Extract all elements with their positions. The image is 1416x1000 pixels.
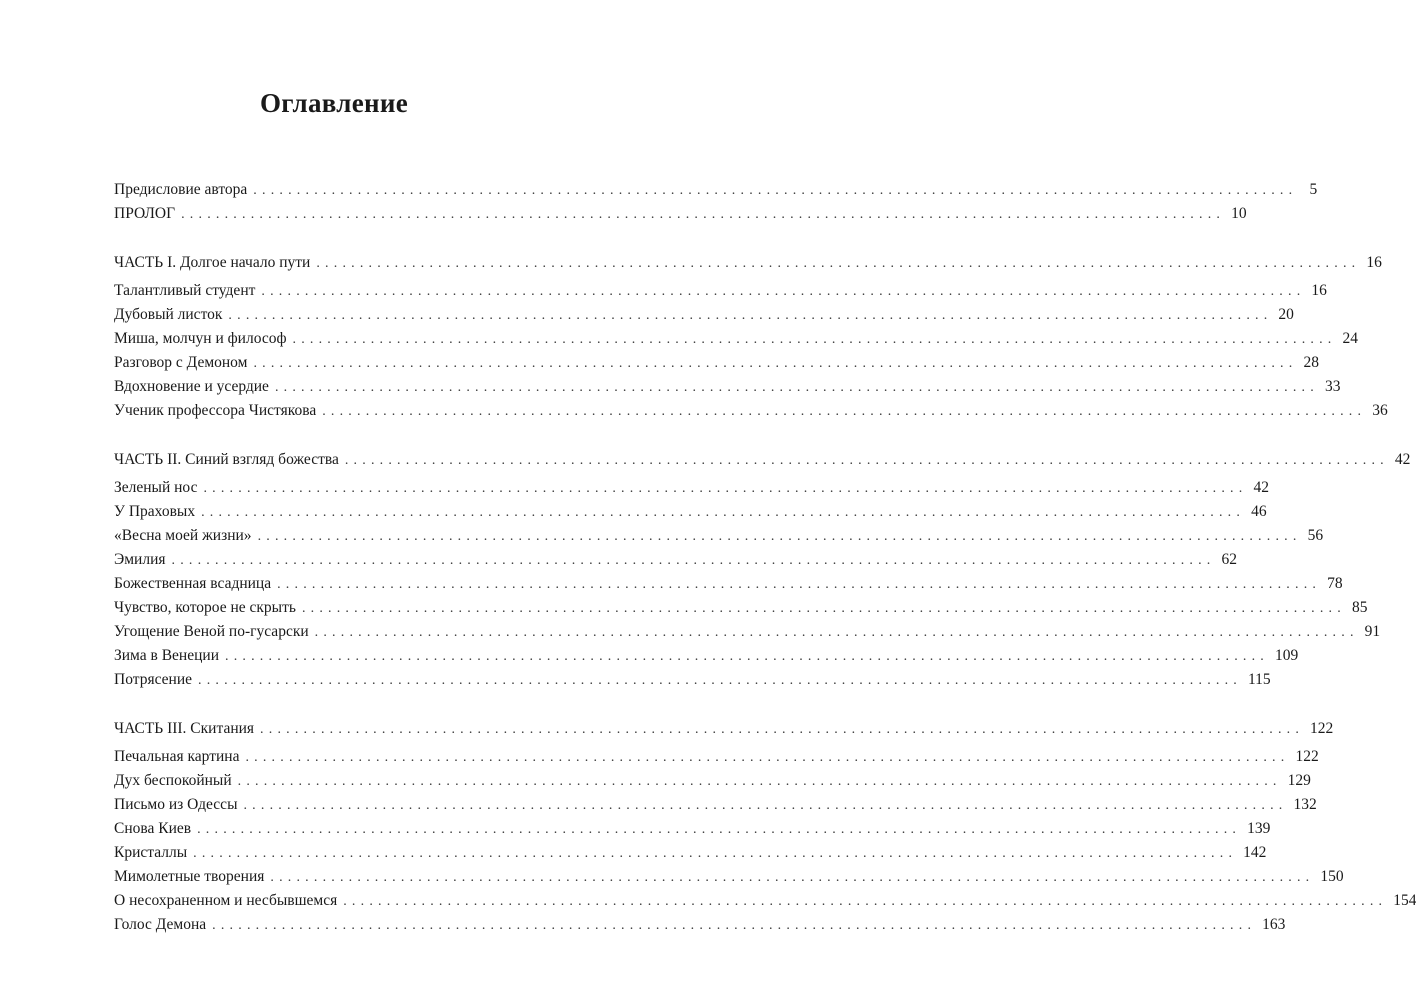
toc-entry-page: 42: [1253, 479, 1269, 496]
toc-entry-label: Талантливый студент: [114, 282, 256, 299]
toc-entry-page: 20: [1278, 306, 1294, 323]
toc-entry-page: 129: [1287, 772, 1311, 789]
toc-entry-label: Миша, молчун и философ: [114, 330, 287, 347]
dot-leader: ........................................................................................................................: [322, 404, 1367, 419]
toc-entry: [114, 375, 1341, 399]
toc-entry-label: Вдохновение и усердие: [114, 378, 269, 395]
toc-entry-page: 154: [1393, 892, 1416, 909]
dot-leader: ........................................................................................................................: [197, 822, 1242, 837]
toc-entry-label: Зеленый нос: [114, 479, 198, 496]
toc-entry-page: 28: [1303, 354, 1319, 371]
toc-entry-page: 56: [1307, 527, 1324, 544]
dot-leader: ........................................................................................................................: [237, 774, 1282, 789]
toc-entry-label: Эмилия: [114, 551, 166, 568]
dot-leader: ........................................................................................................................: [260, 722, 1305, 737]
toc-entry: [114, 476, 1269, 500]
dot-leader: ........................................................................................................................: [343, 894, 1388, 909]
toc-entry: [114, 913, 1286, 937]
dot-leader: ........................................................................................................................: [203, 481, 1248, 496]
toc-entry: [114, 793, 1317, 817]
dot-leader: ........................................................................................................................: [201, 505, 1246, 520]
toc-entry: [114, 865, 1344, 889]
dot-leader: ........................................................................................................................: [257, 529, 1302, 544]
dot-leader: ........................................................................................................................: [253, 356, 1298, 371]
toc-entry-label: Предисловие автора: [114, 181, 248, 198]
toc-entry-page: 5: [1309, 181, 1318, 198]
toc-entry-page: 142: [1243, 844, 1267, 861]
toc-entry-label: ЧАСТЬ I. Долгое начало пути: [114, 254, 311, 271]
toc-entry-page: 115: [1248, 671, 1271, 688]
toc-entry: [114, 889, 1416, 913]
dot-leader: ........................................................................................................................: [270, 870, 1315, 885]
toc-entry-label: Голос Демона: [114, 916, 207, 933]
toc-entry-page: 36: [1372, 402, 1388, 419]
toc-entry-label: «Весна моей жизни»: [114, 527, 252, 544]
toc-entry: [114, 769, 1311, 793]
toc-entry: [114, 399, 1388, 423]
toc-part-heading: [114, 717, 1334, 741]
toc-entry-page: 78: [1327, 575, 1343, 592]
toc-entry-label: Потрясение: [114, 671, 192, 688]
dot-leader: ........................................................................................................................: [314, 625, 1359, 640]
toc-entry-page: 150: [1320, 868, 1344, 885]
dot-leader: ........................................................................................................................: [245, 750, 1290, 765]
dot-leader: ........................................................................................................................: [243, 798, 1288, 813]
dot-leader: ........................................................................................................................: [253, 183, 1298, 198]
toc-entry-page: 122: [1310, 720, 1334, 737]
toc-entry-page: 16: [1366, 254, 1382, 271]
toc-entry-label: Дух беспокойный: [114, 772, 232, 789]
toc-entry: [114, 668, 1271, 692]
dot-leader: ........................................................................................................................: [225, 649, 1269, 664]
toc-entry: [114, 548, 1237, 572]
toc-entry-page: 85: [1351, 599, 1368, 616]
toc-entry-page: 10: [1231, 205, 1247, 222]
toc-entry: [114, 745, 1319, 769]
toc-entry-label: У Праховых: [114, 503, 196, 520]
dot-leader: ........................................................................................................................: [274, 380, 1319, 395]
toc-entry-label: Мимолетные творения: [114, 868, 265, 885]
toc-part-heading: [114, 251, 1382, 275]
page-title: Оглавление: [260, 88, 408, 118]
toc-entry-page: 163: [1262, 916, 1286, 933]
toc-entry-page: 16: [1311, 282, 1327, 299]
dot-leader: ........................................................................................................................: [344, 453, 1389, 468]
toc-entry-label: О несохраненном и несбывшемся: [114, 892, 338, 909]
dot-leader: ........................................................................................................................: [261, 284, 1306, 299]
toc-entry: [114, 500, 1267, 524]
toc-entry: [114, 620, 1381, 644]
toc-entry: [114, 644, 1299, 668]
dot-leader: ........................................................................................................................: [316, 256, 1361, 271]
dot-leader: ........................................................................................................................: [228, 308, 1273, 323]
toc-entry: [114, 596, 1368, 620]
toc-entry-label: ЧАСТЬ III. Скитания: [114, 720, 255, 737]
toc-entry-page: 62: [1221, 551, 1237, 568]
toc-entry-label: Дубовый листок: [114, 306, 223, 323]
toc-part-heading: [114, 448, 1411, 472]
toc-entry: [114, 572, 1343, 596]
toc-entry-label: Чувство, которое не скрыть: [114, 599, 296, 616]
toc-entry-page: 42: [1394, 451, 1411, 468]
toc-entry-label: Божественная всадница: [114, 575, 272, 592]
toc-entry-page: 24: [1342, 330, 1358, 347]
dot-leader: ........................................................................................................................: [171, 553, 1216, 568]
table-of-contents: [114, 178, 1416, 937]
toc-entry-label: Снова Киев: [114, 820, 192, 837]
toc-entry-label: Зима в Венеции: [114, 647, 219, 664]
toc-entry-label: ЧАСТЬ II. Синий взгляд божества: [114, 451, 339, 468]
dot-leader: ........................................................................................................................: [292, 332, 1337, 347]
toc-entry: [114, 817, 1271, 841]
toc-entry-label: Письмо из Одессы: [114, 796, 238, 813]
toc-entry-label: Ученик профессора Чистякова: [114, 402, 317, 419]
toc-entry-label: Печальная картина: [114, 748, 240, 765]
toc-entry-page: 91: [1364, 623, 1381, 640]
dot-leader: ........................................................................................................................: [198, 673, 1242, 688]
toc-entry-page: 46: [1251, 503, 1267, 520]
toc-entry-page: 33: [1324, 378, 1341, 395]
toc-entry-page: 109: [1275, 647, 1299, 664]
toc-entry: [114, 303, 1294, 327]
dot-leader: ........................................................................................................................: [301, 601, 1346, 616]
toc-entry-page: 139: [1247, 820, 1271, 837]
dot-leader: ........................................................................................................................: [181, 207, 1226, 222]
toc-entry-preface: [114, 178, 1318, 202]
dot-leader: ........................................................................................................................: [193, 846, 1238, 861]
dot-leader: ........................................................................................................................: [212, 918, 1257, 933]
toc-entry-label: Разговор с Демоном: [114, 354, 248, 371]
dot-leader: ........................................................................................................................: [277, 577, 1322, 592]
toc-entry: [114, 279, 1327, 303]
toc-entry: [114, 351, 1319, 375]
toc-entry: [114, 841, 1267, 865]
toc-entry-label: Кристаллы: [114, 844, 188, 861]
toc-entry-page: 122: [1295, 748, 1319, 765]
toc-entry: [114, 327, 1358, 351]
toc-entry-label: ПРОЛОГ: [114, 205, 176, 222]
toc-entry: [114, 524, 1324, 548]
toc-entry-label: Угощение Веной по-гусарски: [114, 623, 309, 640]
toc-entry-prologue: [114, 202, 1247, 226]
toc-entry-page: 132: [1293, 796, 1317, 813]
